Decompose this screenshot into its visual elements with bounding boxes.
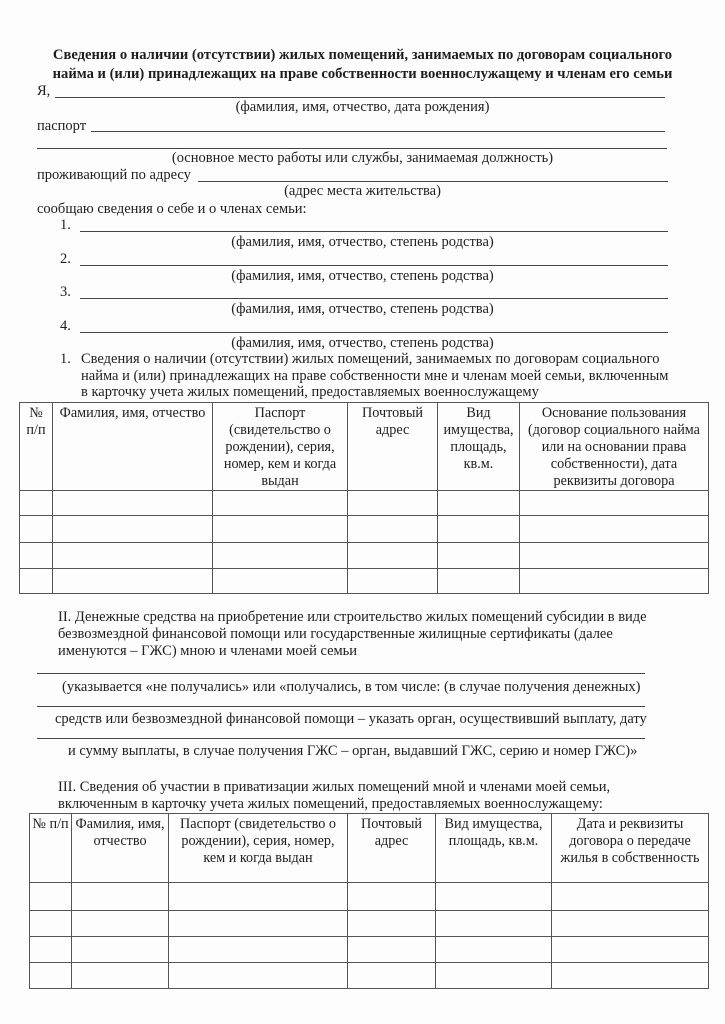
table-cell[interactable] <box>436 883 552 911</box>
header-postal-address: Почтовый адрес <box>348 814 436 883</box>
table-cell[interactable] <box>436 911 552 937</box>
housing-table <box>19 402 709 594</box>
passport-field[interactable] <box>91 131 665 132</box>
table-cell[interactable] <box>169 911 348 937</box>
address-label: проживающий по адресу <box>37 167 191 183</box>
table-cell[interactable] <box>552 937 709 963</box>
subsidy-caption-3: и сумму выплаты, в случае получения ГЖС – орган, выдавший ГЖС, серию и номер ГЖС)» <box>68 743 638 759</box>
header-passport: Паспорт (свидетельство о рождении), серия, номер, кем и когда выдан <box>169 814 348 883</box>
table-cell[interactable] <box>72 883 169 911</box>
header-passport: Паспорт (свидетельство о рождении), серия, номер, кем и когда выдан <box>213 403 348 491</box>
section2-text-line-1: II. Денежные средства на приобретение или строительство жилых помещений субсидии в виде <box>58 609 647 625</box>
table-cell[interactable] <box>348 911 436 937</box>
family-member-2-caption: (фамилия, имя, отчество, степень родства) <box>231 268 494 284</box>
housing-table-header <box>20 403 709 491</box>
table-cell[interactable] <box>30 937 72 963</box>
table-cell[interactable] <box>436 937 552 963</box>
header-property-type: Вид имущества, площадь, кв.м. <box>438 403 520 491</box>
ya-fullname-field[interactable] <box>55 97 665 98</box>
section1-text-line-1: Сведения о наличии (отсутствии) жилых помещений, занимаемых по договорам социального <box>81 351 660 367</box>
table-cell[interactable] <box>438 569 520 594</box>
family-member-4-caption: (фамилия, имя, отчество, степень родства) <box>231 335 494 351</box>
form-title-line-1: Сведения о наличии (отсутствии) жилых помещений, занимаемых по договорам социального <box>52 47 673 63</box>
work-field[interactable] <box>37 148 667 149</box>
table-cell[interactable] <box>20 569 53 594</box>
table-cell[interactable] <box>53 491 213 516</box>
header-usage-basis: Основание пользования (договор социального найма или на основании права собственности), дата реквизиты договора <box>520 403 709 491</box>
table-cell[interactable] <box>20 516 53 543</box>
family-member-1-caption: (фамилия, имя, отчество, степень родства) <box>231 234 494 250</box>
table-cell[interactable] <box>552 963 709 989</box>
table-cell[interactable] <box>213 516 348 543</box>
table-cell[interactable] <box>438 543 520 569</box>
section1-number: 1. <box>60 351 71 367</box>
table-cell[interactable] <box>520 516 709 543</box>
table-cell[interactable] <box>20 491 53 516</box>
section1-text-line-3: в карточку учета жилых помещений, предоставляемых военнослужащему <box>81 384 539 400</box>
table-cell[interactable] <box>348 937 436 963</box>
table-row <box>30 963 709 989</box>
table-row <box>20 491 709 516</box>
table-cell[interactable] <box>169 937 348 963</box>
table-cell[interactable] <box>72 963 169 989</box>
header-number: № п/п <box>20 403 53 491</box>
family-member-1-field[interactable] <box>80 231 668 232</box>
table-cell[interactable] <box>30 963 72 989</box>
header-transfer-contract: Дата и реквизиты договора о передаче жилья в собственность <box>552 814 709 883</box>
table-cell[interactable] <box>72 937 169 963</box>
header-number: № п/п <box>30 814 72 883</box>
family-member-2-number: 2. <box>60 251 71 267</box>
subsidy-field-2[interactable] <box>37 706 645 707</box>
family-member-4-number: 4. <box>60 318 71 334</box>
header-fullname: Фамилия, имя, отчество <box>72 814 169 883</box>
table-cell[interactable] <box>53 569 213 594</box>
privatization-table-header <box>30 814 709 883</box>
table-cell[interactable] <box>213 491 348 516</box>
family-member-1-number: 1. <box>60 217 71 233</box>
table-cell[interactable] <box>348 883 436 911</box>
table-cell[interactable] <box>348 516 438 543</box>
subsidy-field-3[interactable] <box>37 738 645 739</box>
section2-text-line-2: безвозмездной финансовой помощи или государственные жилищные сертификаты (далее <box>58 626 613 642</box>
ya-caption: (фамилия, имя, отчество, дата рождения) <box>235 99 490 115</box>
family-member-2-field[interactable] <box>80 265 668 266</box>
table-cell[interactable] <box>213 543 348 569</box>
table-cell[interactable] <box>520 569 709 594</box>
table-cell[interactable] <box>348 963 436 989</box>
table-cell[interactable] <box>438 491 520 516</box>
table-cell[interactable] <box>30 883 72 911</box>
table-cell[interactable] <box>213 569 348 594</box>
work-caption: (основное место работы или службы, занимаемая должность) <box>171 150 554 166</box>
table-cell[interactable] <box>552 911 709 937</box>
family-member-3-number: 3. <box>60 284 71 300</box>
header-fullname: Фамилия, имя, отчество <box>53 403 213 491</box>
table-row <box>30 937 709 963</box>
subsidy-caption-1: (указывается «не получались» или «получались, в том числе: (в случае получения денежных) <box>62 679 641 695</box>
table-cell[interactable] <box>348 543 438 569</box>
table-cell[interactable] <box>348 569 438 594</box>
passport-label: паспорт <box>37 118 87 134</box>
header-property-type: Вид имущества, площадь, кв.м. <box>436 814 552 883</box>
table-cell[interactable] <box>436 963 552 989</box>
table-cell[interactable] <box>169 883 348 911</box>
privatization-table <box>29 813 709 989</box>
family-member-3-caption: (фамилия, имя, отчество, степень родства) <box>231 301 494 317</box>
table-cell[interactable] <box>53 516 213 543</box>
family-member-4-field[interactable] <box>80 332 668 333</box>
family-member-3-field[interactable] <box>80 298 668 299</box>
table-cell[interactable] <box>169 963 348 989</box>
address-field[interactable] <box>198 181 668 182</box>
form-title-line-2: найма и (или) принадлежащих на праве собственности военнослужащему и членам его семьи <box>52 66 673 82</box>
section1-text-line-2: найма и (или) принадлежащих на праве собственности мне и членам моей семьи, включенным <box>81 368 669 384</box>
table-row <box>20 569 709 594</box>
table-row <box>20 516 709 543</box>
family-intro: сообщаю сведения о себе и о членах семьи: <box>37 201 307 217</box>
address-caption: (адрес места жительства) <box>284 183 441 199</box>
table-cell[interactable] <box>552 883 709 911</box>
table-cell[interactable] <box>520 543 709 569</box>
table-row <box>20 543 709 569</box>
header-postal-address: Почтовый адрес <box>348 403 438 491</box>
table-cell[interactable] <box>348 491 438 516</box>
table-cell[interactable] <box>520 491 709 516</box>
ya-label: Я, <box>37 83 51 99</box>
table-row <box>30 911 709 937</box>
section3-text-line-1: III. Сведения об участии в приватизации жилых помещений мной и членами моей семьи, <box>58 779 611 795</box>
section3-text-line-2: включенным в карточку учета жилых помещений, предоставляемых военнослужащему: <box>58 796 603 812</box>
table-row <box>30 883 709 911</box>
subsidy-caption-2: средств или безвозмездной финансовой помощи – указать орган, осуществивший выплату, дату <box>55 711 647 727</box>
table-cell[interactable] <box>53 543 213 569</box>
table-cell[interactable] <box>20 543 53 569</box>
table-cell[interactable] <box>30 911 72 937</box>
section2-text-line-3: именуются – ГЖС) мною и членами моей семьи <box>58 643 358 659</box>
subsidy-field-1[interactable] <box>37 673 645 674</box>
table-cell[interactable] <box>438 516 520 543</box>
table-cell[interactable] <box>72 911 169 937</box>
